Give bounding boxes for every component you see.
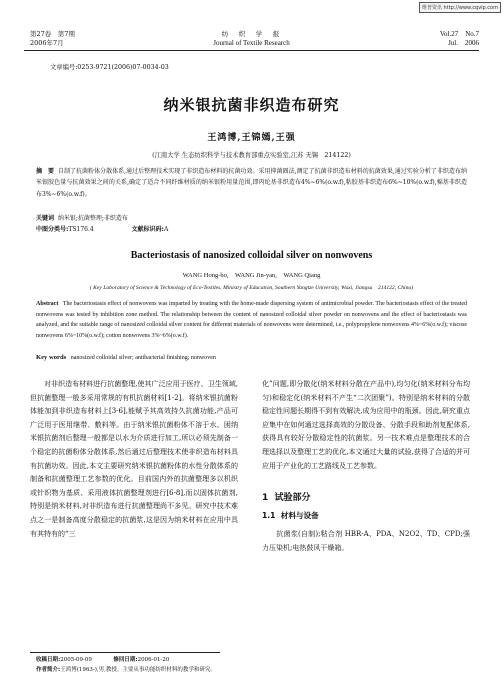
footnote-rule [30, 652, 220, 653]
keywords-cn [36, 213, 128, 224]
authors-en: WANG Hong-bo, WANG Jin-yan, WANG Qiang [182, 272, 321, 279]
page-title-cn: 纳米银抗菌非织造布研究 [163, 96, 340, 114]
doc-code-label: 文献标识码: [131, 226, 164, 233]
watermark-stamp: 维普资讯 http://www.cqvip.com [419, 2, 501, 13]
subsection-title: 材料与设备 [280, 511, 319, 520]
body-left-column: 对非织造布材料进行抗菌整理,使其广泛应用于医疗、卫生领域,但抗菌整理一般多采用常规的有机抗菌材料[1-2]。将纳米银抗菌粉体能加到非织造布材料上[3-6],能赋予其高效持久抗菌功能,产品可广泛用于医用继带、敷料等。由于纳米银抗菌粉体不溶于水、困纳米银抗菌剂后整理一般都是以水为介质进行加工,所以必须先制备一个稳定的抗菌粉体分散体系,然后通过后整理技术使非织造布材料具有抗菌功效。因此,本文主要研究纳米银抗菌粉体的水性分散体系的制备和抗菌整理工艺参数的优化。目前国内外的抗菌整理多以机织或针织物为基质、采用液体抗菌整理剂进行[6-8],而以固体抗菌剂,特别是纳米材料,对非织造布进行抗菌整理尚不多见。研究中技术难点之一是制备高度分散稳定的抗菌浆,这是因为纳米材料在应用中具有其特有的“三 [30, 380, 238, 538]
article-id: 文章编号:0253-9721(2006)07-0034-03 [50, 64, 169, 71]
header-volume-en: Vol.27 No.7 [439, 30, 479, 38]
revised-label: 修回日期: [113, 657, 138, 663]
keywords-en [36, 353, 467, 364]
section-title: 试验部分 [274, 493, 311, 503]
clc-label: 中图分类号: [36, 226, 69, 233]
affiliation-cn: (江南大学 生态纺织科学与技术教育部重点实验室,江苏 无锡 214122) [152, 152, 351, 159]
doc-code-value: A [163, 226, 169, 233]
footnote-author [36, 666, 216, 675]
abstract-cn [36, 166, 467, 200]
page-title-en: Bacteriostasis of nanosized colloidal silver on nonwovens [130, 250, 373, 261]
section-heading [262, 490, 311, 503]
abstract-cn-label: 摘 要 [36, 168, 55, 175]
header-journal-en: Journal of Textile Research [213, 39, 290, 47]
authors-cn: 王鸿博,王锦嫣,王强 [207, 133, 296, 143]
materials-text: 抗菌浆(自制);粘合剂 HBR-A、PDA、N2O2、TD、CPD;强力压染机;电热鼓风干燥箱。 [262, 530, 470, 552]
clc-value: TS176.4 [68, 226, 94, 233]
received-label: 收稿日期: [36, 657, 61, 663]
affiliation-en: ( Key Laboratory of Science & Technology of Eco-Textiles, Ministry of Education, Southern Yangtze University, Wuxi, Jiangsu 214122, China) [89, 285, 414, 291]
classification-line [36, 224, 168, 235]
header-date-cn: 2006年7月 [30, 39, 64, 47]
revised-date: 2006-01-20 [137, 657, 170, 663]
header-volume-cn: 第27卷 第7期 [30, 30, 75, 38]
body-right-column: 化”问题,即分散化(纳米材料分散在产品中),均匀化(纳米材料分布均匀)和稳定化(纳米材料不产生“二次团聚”)。特别是纳米材料的分散稳定性问题长期得不到有效解决,成为应用中的瓶颈。因此,研究重点应集中在如何通过选择高效的分散设备、分散手段和助剂复配体系,获得具有较好分散稳定性的抗菌浆。另一技术难点是整理技术的合理选择以及整理工艺的优化,本文通过大量的试验,获得了合适的并可应用于产业化的工艺路线及工艺参数。 [262, 380, 470, 470]
section-number: 1 [262, 493, 269, 503]
abstract-cn-text: 自制了抗菌粉体分散体系,通过后整理技术实现了非织造布材料的抗菌功效。采用抑菌圈法,测定了抗菌非织造布材料的抗菌效果,通过实验分析了非织造布纳米银胶色量与抗菌效果之间的关系,确定了适合不同纤维材质的纳米银粉用量范围,即丙纶基非织造布4%~6%(o.w.f),粘胶基非织造布6%~10%(o.w.f),棉基非织造布3%~6%(o.w.f)。 [36, 168, 467, 198]
keywords-cn-text: 纳米银;抗菌整理;非织造布 [57, 215, 128, 222]
header-rule [24, 50, 479, 51]
header-journal-cn: 纺 织 学 报 [221, 30, 282, 38]
footnote-dates [36, 656, 169, 665]
author-bio: 王鸿博(1963-),男,教授。主要从事功能纺织材料的教学和研究。 [60, 667, 216, 673]
abstract-en-label: Abstract [36, 301, 59, 307]
author-bio-label: 作者简介: [36, 667, 61, 673]
abstract-en [36, 299, 467, 341]
subsection-heading [262, 510, 319, 521]
received-date: 2005-09-09 [60, 657, 92, 663]
subsection-number: 1.1 [262, 511, 276, 520]
keywords-en-text: nanosized colloidal silver; antibacterial finishing; nonwoven [70, 355, 216, 361]
abstract-en-text: The bacteriostasis effect of nonwovens was imparted by treating with the home-made dispersing system of antimicrobial powder. The bacteriostasis effect of the treated nonwovens was tested by inhibition zone method. The relationship between the content of nanosized colloidal silver powder on nonwovens and the effect of bacteriostasis was analyzed, and the suitable range of nanosized colloidal silver content for different materials of nonwovens were determined, i.e., polypropylene nonwovens 4%~6%(o.w.f); viscose nonwovens 6%~10%(o.w.f); cotton nonwovens 3%~6%(o.w.f). [36, 301, 467, 339]
header-date-en: Jul. 2006 [448, 39, 479, 47]
keywords-en-label: Key words [36, 354, 67, 361]
keywords-cn-label: 关键词 [36, 215, 55, 222]
